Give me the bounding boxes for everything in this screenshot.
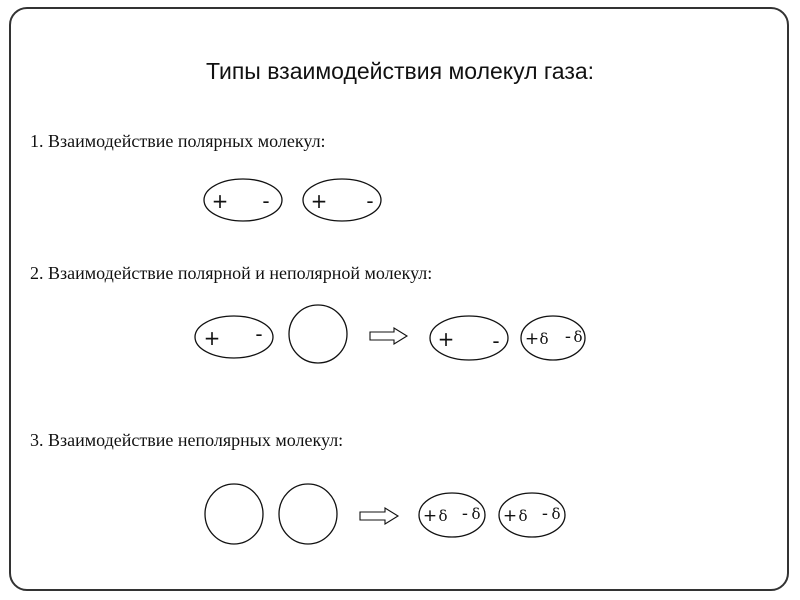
- minus-sign: -: [492, 329, 500, 353]
- plus-sign: +: [310, 189, 328, 213]
- partial-plus-sign: +: [502, 506, 518, 526]
- arrow-icon: [360, 508, 398, 524]
- delta-symbol: δ: [539, 330, 549, 348]
- arrow-icon: [370, 328, 407, 344]
- polar-molecule-3: [195, 316, 273, 358]
- partial-minus-sign: -: [564, 327, 572, 347]
- nonpolar-molecule-2: [205, 484, 263, 544]
- nonpolar-molecule-1: [289, 305, 347, 363]
- induced-dipole-molecule-2: [419, 493, 485, 537]
- delta-symbol: δ: [518, 507, 528, 525]
- delta-symbol: δ: [471, 505, 481, 523]
- nonpolar-molecule-3: [279, 484, 337, 544]
- minus-sign: -: [262, 189, 270, 213]
- induced-dipole-molecule-3: [499, 493, 565, 537]
- partial-minus-sign: -: [541, 504, 549, 524]
- section-3-heading: 3. Взаимодействие неполярных молекул:: [30, 430, 344, 450]
- page-title: Типы взаимодействия молекул газа:: [205, 58, 595, 84]
- polar-molecule-2: [303, 179, 381, 221]
- plus-sign: +: [211, 189, 229, 213]
- delta-symbol: δ: [551, 505, 561, 523]
- partial-plus-sign: +: [422, 506, 438, 526]
- induced-dipole-molecule-1: [521, 316, 585, 360]
- polar-molecule-1: [204, 179, 282, 221]
- minus-sign: -: [366, 189, 374, 213]
- minus-sign: -: [255, 322, 263, 346]
- section-2-heading: 2. Взаимодействие полярной и неполярной молекул:: [30, 263, 433, 283]
- polar-molecule-4: [430, 316, 508, 360]
- plus-sign: +: [437, 327, 455, 351]
- partial-plus-sign: +: [524, 329, 540, 349]
- plus-sign: +: [203, 326, 221, 350]
- delta-symbol: δ: [573, 328, 583, 346]
- section-1-heading: 1. Взаимодействие полярных молекул:: [30, 131, 326, 151]
- partial-minus-sign: -: [461, 504, 469, 524]
- delta-symbol: δ: [438, 507, 448, 525]
